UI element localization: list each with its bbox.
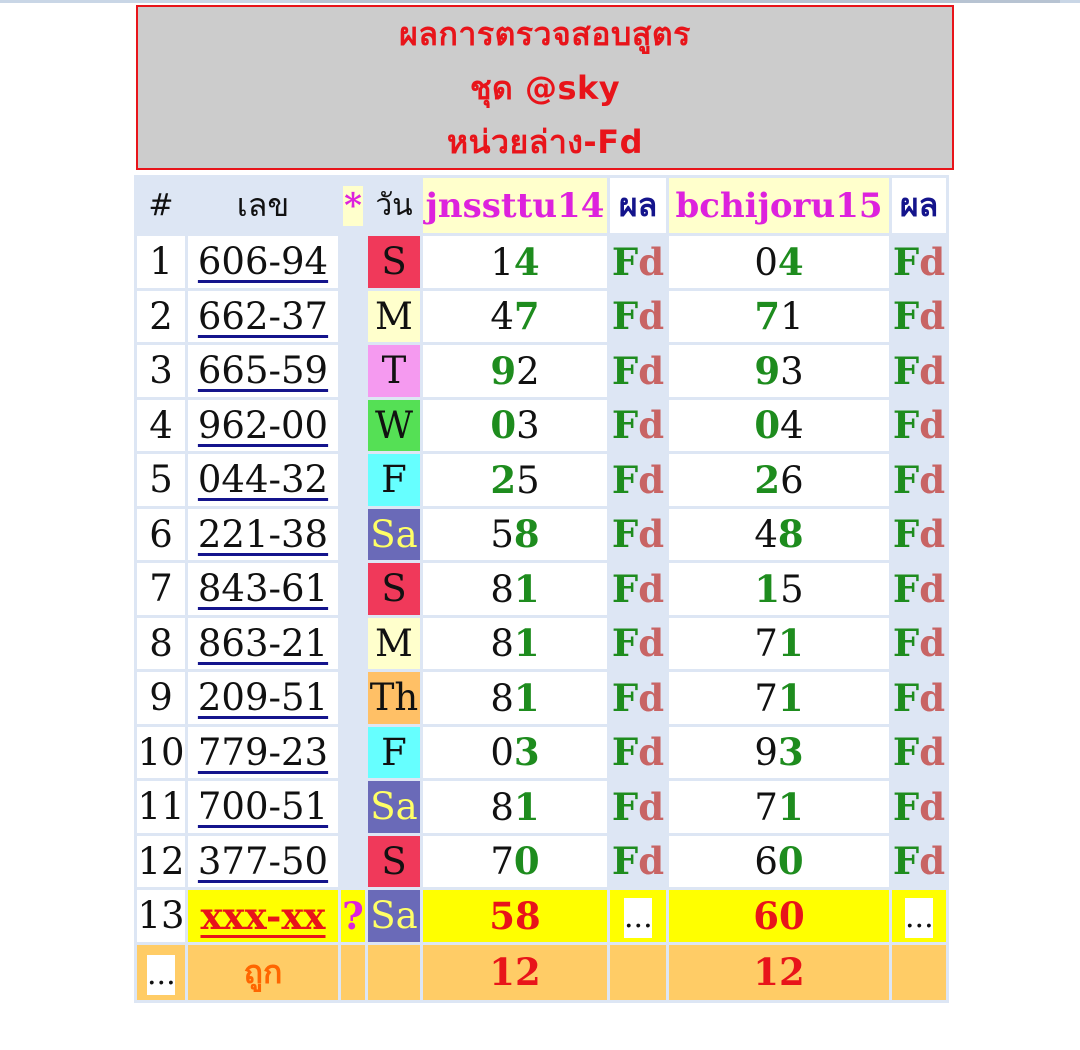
row-star-cell (341, 672, 365, 724)
table-row (137, 236, 946, 288)
formula2-result-d: d (919, 566, 946, 611)
summary-star-cell (341, 945, 365, 1000)
formula1-value-digit: 8 (490, 785, 514, 829)
row-number: 1 (137, 236, 185, 288)
formula2-result (892, 236, 946, 288)
header-title: ผลการตรวจสอบสูตร (399, 14, 691, 53)
prediction-star: ? (341, 890, 365, 942)
formula2-result (892, 291, 946, 343)
row-number-link-cell (188, 672, 338, 724)
formula1-value (423, 400, 607, 452)
formula2-value-digit: 9 (754, 348, 781, 393)
formula2-result-f: F (892, 730, 920, 775)
formula2-value (669, 345, 889, 397)
formula1-result (610, 836, 666, 888)
formula1-result-d: d (638, 403, 665, 448)
results-table (134, 175, 949, 1003)
formula1-result (610, 727, 666, 779)
formula1-result (610, 400, 666, 452)
formula1-value-digit: 8 (490, 676, 514, 720)
formula2-result (892, 727, 946, 779)
formula1-value (423, 836, 607, 888)
prediction-lek-link[interactable]: xxx-xx (200, 893, 326, 938)
formula1-result (610, 672, 666, 724)
formula1-result-f: F (611, 675, 639, 720)
top-status-strip (0, 0, 1080, 3)
formula1-value (423, 618, 607, 670)
row-star-cell (341, 836, 365, 888)
formula2-result-f: F (892, 566, 920, 611)
row-number: 6 (137, 509, 185, 561)
formula1-value (423, 672, 607, 724)
prediction-row (137, 890, 946, 942)
header-set-name: ชุด @sky (469, 68, 621, 107)
formula1-result-f: F (611, 239, 639, 284)
day-badge: S (368, 836, 420, 888)
formula2-value-digit: 6 (780, 458, 804, 502)
formula2-result (892, 563, 946, 615)
day-badge: F (368, 727, 420, 779)
table-row (137, 400, 946, 452)
formula2-result (892, 618, 946, 670)
formula1-value (423, 727, 607, 779)
formula1-value-digit: 3 (516, 404, 540, 448)
formula1-result-d: d (638, 621, 665, 666)
formula2-value-digit: 7 (754, 785, 778, 829)
formula1-value-digit: 9 (490, 348, 517, 393)
summary-result2-cell (892, 945, 946, 1000)
prediction-number: 13 (137, 890, 185, 942)
formula2-result-d: d (919, 621, 946, 666)
formula2-value-digit: 3 (777, 730, 804, 775)
formula2-result-d: d (919, 403, 946, 448)
col-header-num: # (137, 178, 185, 233)
formula2-result-f: F (892, 348, 920, 393)
formula1-result (610, 618, 666, 670)
formula2-value-digit: 4 (777, 239, 804, 284)
col-header-result1: ผล (610, 178, 666, 233)
formula2-value-digit: 0 (754, 240, 778, 284)
day-badge: S (368, 563, 420, 615)
formula2-result (892, 345, 946, 397)
formula2-value (669, 618, 889, 670)
prediction-formula2-value: 60 (753, 893, 805, 938)
formula1-result-f: F (611, 566, 639, 611)
day-badge: M (368, 291, 420, 343)
prediction-formula1-cell (423, 890, 607, 942)
formula1-result (610, 563, 666, 615)
formula1-result-f: F (611, 621, 639, 666)
day-badge: S (368, 236, 420, 288)
formula2-result-f: F (892, 839, 920, 884)
formula1-value (423, 454, 607, 506)
formula2-value-digit: 7 (754, 622, 778, 666)
formula2-value-digit: 1 (777, 621, 804, 666)
col-header-star (341, 178, 365, 233)
row-number-link-cell (188, 618, 338, 670)
table-row (137, 291, 946, 343)
row-number-link-cell (188, 291, 338, 343)
day-badge: F (368, 454, 420, 506)
formula2-value (669, 836, 889, 888)
formula1-value-digit: 4 (513, 239, 540, 284)
prediction-result2-cell (892, 890, 946, 942)
prediction-lek-cell (188, 890, 338, 942)
row-number-link-cell (188, 781, 338, 833)
lottery-number-link[interactable]: 209-51 (197, 676, 329, 720)
prediction-result1-cell (610, 890, 666, 942)
table-row (137, 618, 946, 670)
formula1-value (423, 563, 607, 615)
lottery-number-link[interactable]: 662-37 (197, 294, 329, 338)
formula1-value (423, 509, 607, 561)
formula1-result-d: d (638, 239, 665, 284)
col-header-star-label: * (344, 185, 362, 226)
formula2-value-digit: 5 (780, 567, 804, 611)
prediction-formula1-value: 58 (489, 893, 541, 938)
formula2-result-d: d (919, 512, 946, 557)
lottery-number-link[interactable]: 044-32 (197, 458, 329, 502)
row-number: 12 (137, 836, 185, 888)
formula2-result-f: F (892, 675, 920, 720)
formula1-result-d: d (638, 784, 665, 829)
formula1-value-digit: 5 (490, 513, 514, 557)
table-row (137, 454, 946, 506)
row-number-link-cell (188, 563, 338, 615)
summary-score-formula1: 12 (423, 945, 607, 1000)
row-star-cell (341, 345, 365, 397)
summary-day-cell (368, 945, 420, 1000)
row-number: 9 (137, 672, 185, 724)
summary-result1-cell (610, 945, 666, 1000)
formula2-result (892, 454, 946, 506)
formula1-value-digit: 8 (513, 512, 540, 557)
formula1-result-d: d (638, 566, 665, 611)
formula1-value-digit: 3 (513, 730, 540, 775)
results-body (137, 178, 946, 1000)
row-number: 4 (137, 400, 185, 452)
formula2-result-f: F (892, 621, 920, 666)
formula2-result-d: d (919, 730, 946, 775)
row-star-cell (341, 727, 365, 779)
formula1-value-digit: 0 (513, 839, 540, 884)
formula1-value (423, 291, 607, 343)
row-star-cell (341, 236, 365, 288)
formula2-value (669, 727, 889, 779)
lottery-number-link[interactable]: 606-94 (197, 240, 329, 284)
row-number: 3 (137, 345, 185, 397)
col-header-result2: ผล (892, 178, 946, 233)
formula2-result-f: F (892, 403, 920, 448)
formula1-value-digit: 2 (516, 349, 540, 393)
formula1-result-d: d (638, 348, 665, 393)
prediction-day-badge: Sa (368, 890, 420, 942)
row-number: 7 (137, 563, 185, 615)
row-number-link-cell (188, 345, 338, 397)
day-badge: Th (368, 672, 420, 724)
column-header-row (137, 178, 946, 233)
lottery-number-link[interactable]: 863-21 (197, 621, 329, 665)
row-number: 5 (137, 454, 185, 506)
formula1-value-digit: 0 (490, 403, 517, 448)
formula1-result-f: F (611, 784, 639, 829)
row-star-cell (341, 563, 365, 615)
table-row (137, 781, 946, 833)
formula1-value-digit: 7 (513, 294, 540, 339)
formula1-value-digit: 7 (490, 840, 514, 884)
lottery-number-link[interactable]: 665-59 (197, 349, 329, 393)
formula2-value (669, 236, 889, 288)
formula2-result-f: F (892, 294, 920, 339)
row-number: 10 (137, 727, 185, 779)
formula1-result-f: F (611, 294, 639, 339)
formula1-result (610, 509, 666, 561)
row-number: 8 (137, 618, 185, 670)
formula2-result-f: F (892, 512, 920, 557)
col-header-formula2: bchijoru15 (669, 178, 889, 233)
row-number-link-cell (188, 727, 338, 779)
formula1-result-f: F (611, 512, 639, 557)
row-star-cell (341, 400, 365, 452)
formula1-value-digit: 8 (490, 567, 514, 611)
formula2-value-digit: 1 (754, 566, 781, 611)
row-star-cell (341, 454, 365, 506)
formula1-result-f: F (611, 839, 639, 884)
formula1-result (610, 781, 666, 833)
formula2-value-digit: 1 (780, 295, 804, 339)
summary-label: ถูก (188, 945, 338, 1000)
formula2-value-digit: 9 (754, 731, 778, 775)
formula1-result-d: d (638, 730, 665, 775)
formula1-result-f: F (611, 730, 639, 775)
formula1-value-digit: 1 (513, 621, 540, 666)
formula1-value-digit: 1 (513, 566, 540, 611)
formula2-result (892, 672, 946, 724)
formula1-value-digit: 1 (490, 240, 514, 284)
row-number: 2 (137, 291, 185, 343)
summary-num-dots: ... (147, 955, 175, 995)
formula1-value (423, 345, 607, 397)
table-row (137, 509, 946, 561)
page-header (136, 5, 954, 170)
row-number-link-cell (188, 836, 338, 888)
formula2-value-digit: 1 (777, 784, 804, 829)
row-star-cell (341, 291, 365, 343)
formula1-result-f: F (611, 457, 639, 502)
row-number-link-cell (188, 454, 338, 506)
formula2-value-digit: 0 (754, 403, 781, 448)
table-row (137, 672, 946, 724)
day-badge: Sa (368, 509, 420, 561)
row-number-link-cell (188, 236, 338, 288)
row-number-link-cell (188, 509, 338, 561)
day-badge: T (368, 345, 420, 397)
lottery-number-link[interactable]: 843-61 (197, 567, 329, 611)
formula2-result-d: d (919, 784, 946, 829)
lottery-number-link[interactable]: 779-23 (197, 730, 329, 774)
formula1-result-d: d (638, 675, 665, 720)
formula1-value-digit: 4 (490, 295, 514, 339)
formula2-result-d: d (919, 457, 946, 502)
table-row (137, 345, 946, 397)
formula2-result-f: F (892, 239, 920, 284)
prediction-formula2-cell (669, 890, 889, 942)
formula2-value (669, 291, 889, 343)
row-number-link-cell (188, 400, 338, 452)
formula2-value (669, 781, 889, 833)
formula2-result-d: d (919, 348, 946, 393)
formula2-value-digit: 3 (780, 349, 804, 393)
formula1-result (610, 236, 666, 288)
formula2-result-f: F (892, 457, 920, 502)
lottery-number-link[interactable]: 700-51 (197, 785, 329, 829)
formula2-result-f: F (892, 784, 920, 829)
formula2-value-digit: 6 (754, 840, 778, 884)
formula2-value-digit: 7 (754, 676, 778, 720)
formula2-value-digit: 4 (780, 404, 804, 448)
formula2-result-d: d (919, 675, 946, 720)
formula2-value-digit: 4 (754, 513, 778, 557)
formula1-value-digit: 5 (516, 458, 540, 502)
formula1-result-d: d (638, 839, 665, 884)
row-star-cell (341, 509, 365, 561)
table-row (137, 836, 946, 888)
formula1-result-f: F (611, 348, 639, 393)
formula2-result-d: d (919, 294, 946, 339)
formula2-value (669, 563, 889, 615)
formula1-result-d: d (638, 294, 665, 339)
formula1-result (610, 345, 666, 397)
formula1-value-digit: 8 (490, 622, 514, 666)
formula1-result (610, 454, 666, 506)
prediction-result2-pending: ... (905, 898, 933, 938)
formula2-value (669, 454, 889, 506)
formula2-value-digit: 7 (754, 294, 781, 339)
col-header-day: วัน (368, 178, 420, 233)
formula2-value-digit: 0 (777, 839, 804, 884)
table-row (137, 727, 946, 779)
formula2-value-digit: 1 (777, 675, 804, 720)
summary-num-cell (137, 945, 185, 1000)
formula2-result-d: d (919, 839, 946, 884)
formula2-value (669, 672, 889, 724)
lottery-number-link[interactable]: 377-50 (197, 839, 329, 883)
formula1-value-digit: 1 (513, 784, 540, 829)
formula1-value-digit: 1 (513, 675, 540, 720)
formula1-result-f: F (611, 403, 639, 448)
row-star-cell (341, 618, 365, 670)
col-header-formula1: jnssttu14 (423, 178, 607, 233)
formula2-result (892, 781, 946, 833)
header-unit: หน่วยล่าง-Fd (447, 122, 643, 161)
formula1-value (423, 781, 607, 833)
row-number: 11 (137, 781, 185, 833)
formula1-value-digit: 0 (490, 731, 514, 775)
row-star-cell (341, 781, 365, 833)
formula1-result-d: d (638, 512, 665, 557)
lottery-number-link[interactable]: 962-00 (197, 403, 329, 447)
day-badge: Sa (368, 781, 420, 833)
table-row (137, 563, 946, 615)
formula2-value (669, 400, 889, 452)
formula2-value-digit: 8 (777, 512, 804, 557)
formula2-result (892, 509, 946, 561)
formula1-value (423, 236, 607, 288)
formula2-result (892, 836, 946, 888)
formula1-value-digit: 2 (490, 457, 517, 502)
summary-score-formula2: 12 (669, 945, 889, 1000)
col-header-lek: เลข (188, 178, 338, 233)
day-badge: M (368, 618, 420, 670)
formula2-result-d: d (919, 239, 946, 284)
lottery-number-link[interactable]: 221-38 (197, 512, 329, 556)
summary-row (137, 945, 946, 1000)
prediction-result1-pending: ... (624, 898, 652, 938)
formula1-result-d: d (638, 457, 665, 502)
formula2-value-digit: 2 (754, 457, 781, 502)
formula2-value (669, 509, 889, 561)
day-badge: W (368, 400, 420, 452)
formula1-result (610, 291, 666, 343)
formula2-result (892, 400, 946, 452)
